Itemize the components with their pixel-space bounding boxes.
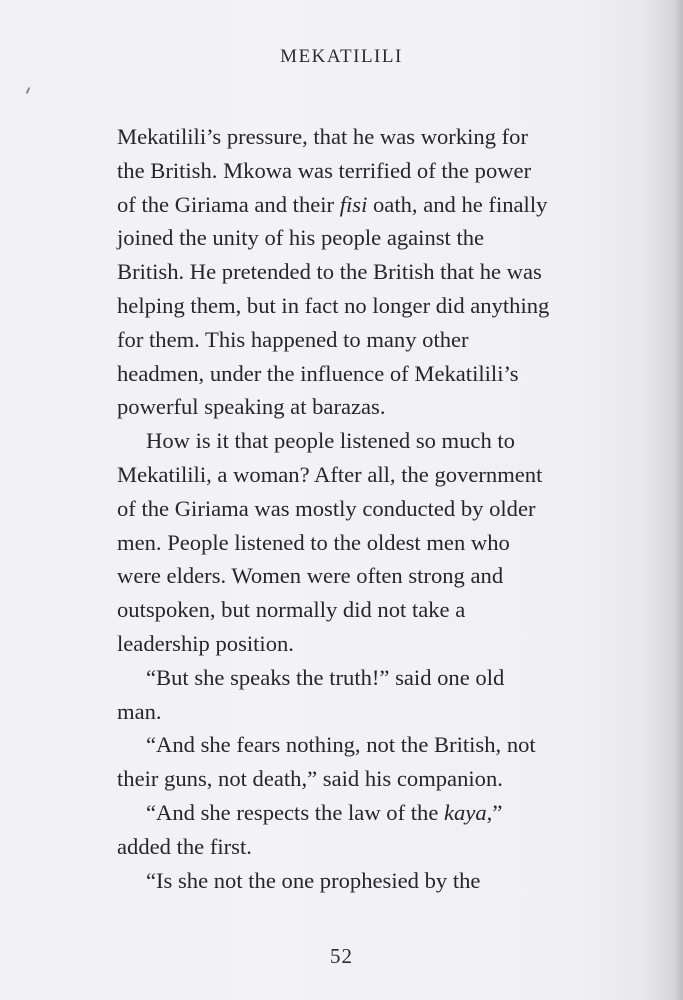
text-segment: oath, and he finally <box>367 191 548 217</box>
text-segment: Mekatilili, a woman? After all, the government <box>117 461 543 487</box>
text-line <box>117 357 627 391</box>
text-segment: man. <box>117 698 162 724</box>
text-segment: of the Giriama was mostly conducted by older <box>117 495 536 521</box>
text-segment: outspoken, but normally did not take a <box>117 597 466 623</box>
text-line <box>117 188 627 222</box>
text-segment: “And she respects the law of the <box>146 799 445 825</box>
text-line <box>117 120 627 154</box>
running-header-title: MEKATILILI <box>280 46 403 67</box>
text-line <box>117 154 627 188</box>
text-segment: added the first. <box>117 833 252 859</box>
text-line <box>117 559 627 593</box>
page-number: 52 <box>330 944 353 968</box>
text-segment: “And she fears nothing, not the British, not <box>146 732 536 758</box>
text-line <box>117 289 627 323</box>
italic-term: fisi <box>339 191 368 217</box>
text-line <box>117 492 627 526</box>
text-line <box>117 728 627 762</box>
text-segment: powerful speaking at barazas. <box>117 394 386 420</box>
text-line <box>117 424 627 458</box>
text-line <box>117 695 627 729</box>
text-segment: for them. This happened to many other <box>117 326 469 352</box>
text-segment: Mekatilili’s pressure, that he was working for <box>117 124 528 149</box>
text-segment: helping them, but in fact no longer did anything <box>117 292 550 318</box>
text-segment: leadership position. <box>117 630 294 656</box>
text-segment: joined the unity of his people against the <box>117 225 485 251</box>
text-line <box>117 526 627 560</box>
text-line <box>117 593 627 627</box>
text-segment: headmen, under the influence of Mekatilili’s <box>117 360 519 386</box>
text-segment: “But she speaks the truth!” said one old <box>146 664 505 690</box>
text-line <box>117 796 627 830</box>
text-line <box>117 864 627 898</box>
text-line <box>117 458 627 492</box>
text-segment: men. People listened to the oldest men who <box>117 529 510 555</box>
text-segment: How is it that people listened so much to <box>146 428 515 454</box>
italic-term: kaya <box>444 799 487 825</box>
text-line <box>117 255 627 289</box>
text-line <box>117 830 627 864</box>
text-line <box>117 661 627 695</box>
stray-pen-mark <box>26 87 31 94</box>
text-segment: were elders. Women were often strong and <box>117 563 504 589</box>
text-line <box>117 221 627 255</box>
text-segment: “Is she not the one prophesied by the <box>146 867 481 893</box>
page-gutter-shadow <box>675 0 683 1000</box>
text-segment: British. He pretended to the British that he was <box>117 259 542 285</box>
text-segment: the British. Mkowa was terrified of the power <box>117 157 532 183</box>
text-line <box>117 390 627 424</box>
text-segment: their guns, not death,” said his companion. <box>117 766 503 792</box>
text-line <box>117 762 627 796</box>
text-line <box>117 323 627 357</box>
text-segment: ,” <box>486 799 503 825</box>
body-text <box>117 120 627 897</box>
text-segment: of the Giriama and their <box>117 191 340 217</box>
text-line <box>117 627 627 661</box>
